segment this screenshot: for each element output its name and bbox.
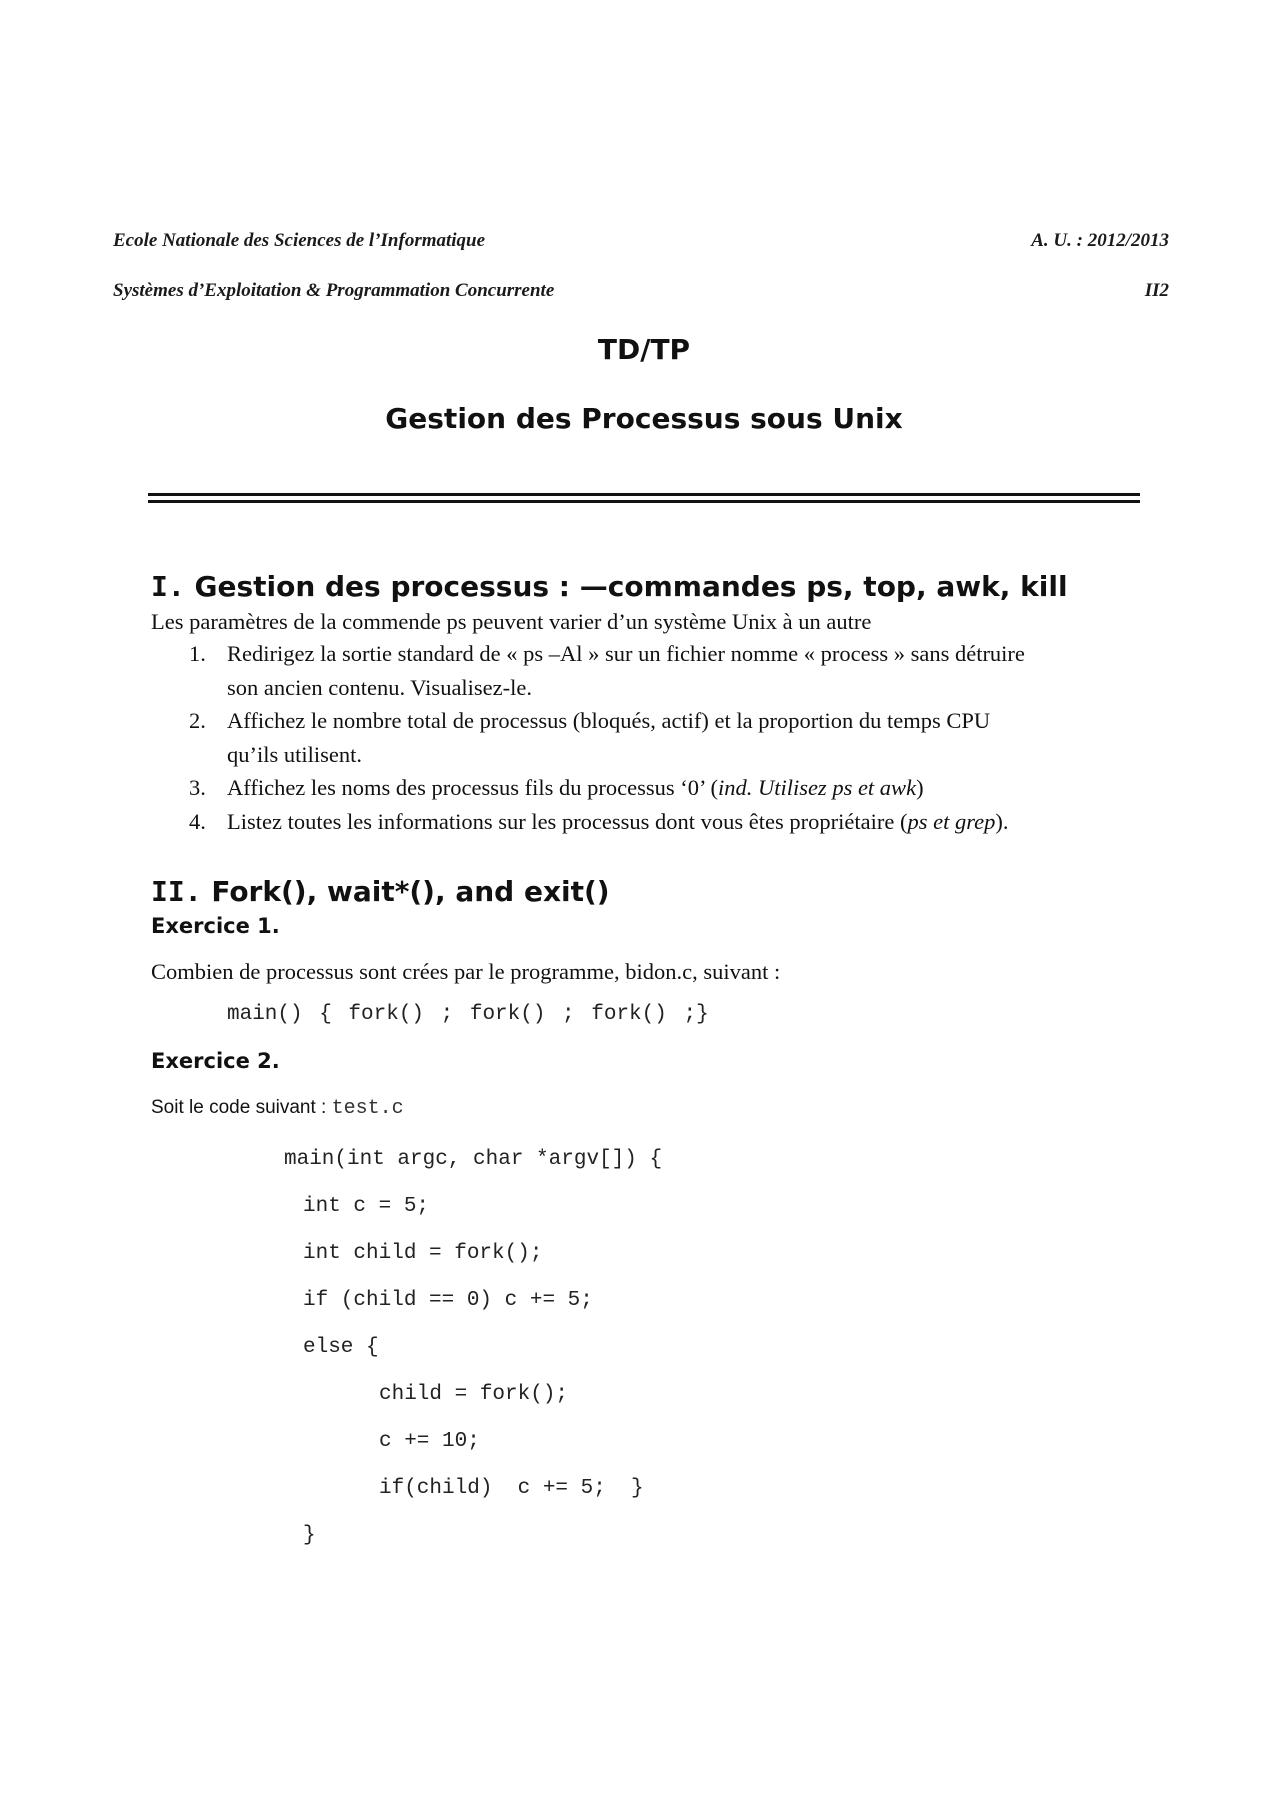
divider-bottom	[148, 500, 1140, 503]
list-item-text: Affichez le nombre total de processus (bloqués, actif) et la proportion du temps CPU	[227, 708, 991, 733]
section-1-intro: Les paramètres de la commende ps peuvent varier d’un système Unix à un autre	[151, 609, 872, 634]
school-name: Ecole Nationale des Sciences de l’Informatique	[113, 230, 486, 251]
list-item	[151, 771, 1131, 805]
list-item	[151, 805, 1131, 839]
list-item-number: 1.	[189, 641, 206, 666]
list-item-number: 3.	[189, 775, 206, 800]
section-1-list	[151, 637, 1131, 838]
section-1-heading	[151, 570, 1068, 603]
code-line: main(int argc, char *argv[]) {	[284, 1148, 663, 1171]
list-item-text: Affichez les noms des processus fils du processus ‘0’ (	[227, 775, 718, 800]
code-line: if (child == 0) c += 5;	[303, 1289, 593, 1312]
section-2-number: II.	[151, 875, 202, 908]
list-item-number: 2.	[189, 708, 206, 733]
section-1-title: Gestion des processus : —commandes ps, top, awk, kill	[194, 570, 1068, 603]
list-item	[151, 704, 1131, 771]
list-item-hint: ind. Utilisez ps et awk	[717, 775, 917, 800]
code-line: int c = 5;	[303, 1195, 430, 1218]
section-1-number: I.	[151, 570, 185, 603]
list-item-tail: )	[916, 775, 924, 800]
section-2-heading	[151, 875, 610, 908]
code-line: child = fork();	[379, 1383, 569, 1406]
list-item-number: 4.	[189, 808, 206, 834]
list-item-text: Redirigez la sortie standard de « ps –Al » sur un fichier nomme « process » sans détruire	[227, 641, 1025, 666]
code-line: }	[303, 1524, 316, 1547]
exercise-2-intro: Soit le code suivant :	[151, 1097, 332, 1118]
divider-top	[148, 493, 1140, 496]
exercise-2-title: Exercice 2.	[151, 1049, 280, 1073]
exercise-1-question: Combien de processus sont crées par le programme, bidon.c, suivant :	[151, 959, 781, 984]
code-line: c += 10;	[379, 1430, 480, 1453]
list-item-hint: ps et grep	[907, 808, 996, 834]
course-name: Systèmes d’Exploitation & Programmation Concurrente	[113, 280, 555, 301]
class-level: II2	[1144, 280, 1169, 301]
exercise-2-intro-line	[151, 1097, 404, 1120]
list-item-text: Listez toutes les informations sur les processus dont vous êtes propriétaire (	[227, 808, 908, 834]
list-item	[151, 637, 1131, 704]
exercise-1-title: Exercice 1.	[151, 914, 280, 938]
code-line: if(child) c += 5; }	[379, 1477, 644, 1500]
list-item-text-continued: qu’ils utilisent.	[227, 741, 362, 767]
page-title: TD/TP	[597, 333, 691, 366]
exercise-1-code: main() { fork() ; fork() ; fork() ;}	[227, 1003, 709, 1026]
academic-year: A. U. : 2012/2013	[1031, 230, 1169, 251]
page-subtitle: Gestion des Processus sous Unix	[385, 402, 903, 435]
code-line: else {	[303, 1336, 379, 1359]
list-item-text-continued: son ancien contenu. Visualisez-le.	[227, 674, 533, 700]
code-line: int child = fork();	[303, 1242, 543, 1265]
list-item-tail: ).	[995, 808, 1009, 834]
exercise-2-filename: test.c	[331, 1097, 404, 1120]
section-2-title: Fork(), wait*(), and exit()	[211, 875, 610, 908]
